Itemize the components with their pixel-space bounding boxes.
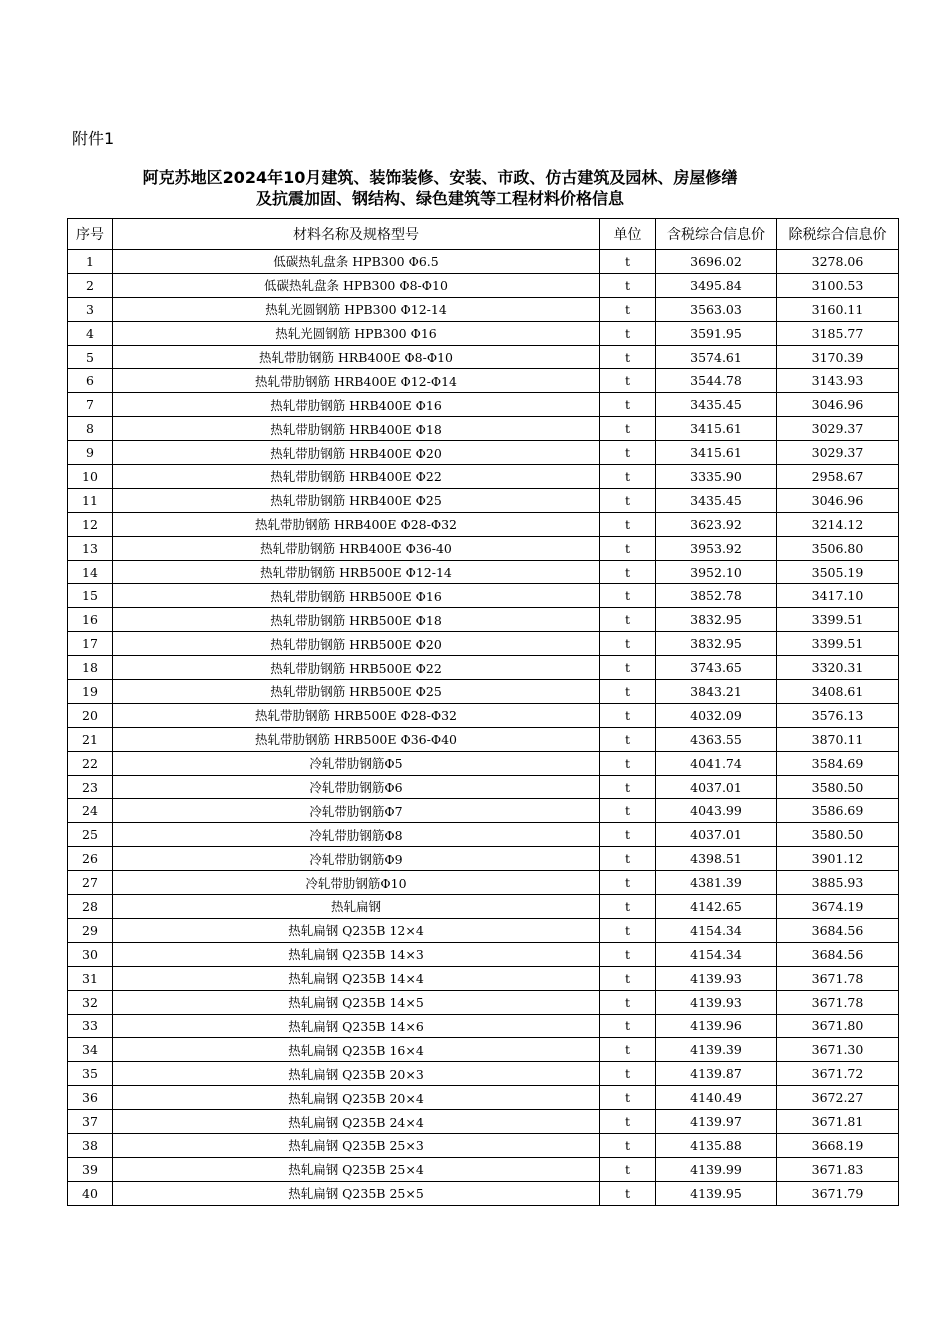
cell-index: 6 — [68, 369, 113, 393]
cell-price-with-tax: 4398.51 — [656, 847, 777, 871]
cell-price-with-tax: 4154.34 — [656, 942, 777, 966]
cell-material-name: 热轧光圆钢筋 HPB300 Φ12-14 — [113, 297, 600, 321]
cell-price-with-tax: 3591.95 — [656, 321, 777, 345]
cell-material-name: 热轧扁钢 Q235B 24×4 — [113, 1110, 600, 1134]
cell-unit: t — [600, 441, 656, 465]
cell-unit: t — [600, 297, 656, 321]
cell-price-without-tax: 3671.30 — [777, 1038, 899, 1062]
cell-unit: t — [600, 799, 656, 823]
cell-unit: t — [600, 1038, 656, 1062]
table-row — [68, 417, 899, 441]
cell-material-name: 热轧扁钢 Q235B 14×6 — [113, 1014, 600, 1038]
cell-index: 34 — [68, 1038, 113, 1062]
table-row — [68, 512, 899, 536]
cell-price-without-tax: 3671.81 — [777, 1110, 899, 1134]
cell-index: 15 — [68, 584, 113, 608]
cell-material-name: 热轧带肋钢筋 HRB500E Φ36-Φ40 — [113, 727, 600, 751]
cell-index: 27 — [68, 871, 113, 895]
cell-price-without-tax: 3170.39 — [777, 345, 899, 369]
table-row — [68, 751, 899, 775]
cell-index: 37 — [68, 1110, 113, 1134]
cell-material-name: 低碳热轧盘条 HPB300 Φ8-Φ10 — [113, 273, 600, 297]
cell-price-with-tax: 4041.74 — [656, 751, 777, 775]
cell-index: 39 — [68, 1157, 113, 1181]
cell-unit: t — [600, 536, 656, 560]
cell-price-without-tax: 3408.61 — [777, 680, 899, 704]
cell-material-name: 冷轧带肋钢筋Φ9 — [113, 847, 600, 871]
cell-price-without-tax: 3674.19 — [777, 895, 899, 919]
cell-index: 18 — [68, 656, 113, 680]
cell-material-name: 热轧扁钢 Q235B 25×3 — [113, 1133, 600, 1157]
table-row — [68, 680, 899, 704]
cell-material-name: 热轧带肋钢筋 HRB500E Φ18 — [113, 608, 600, 632]
cell-material-name: 热轧扁钢 Q235B 16×4 — [113, 1038, 600, 1062]
cell-price-with-tax: 3953.92 — [656, 536, 777, 560]
cell-index: 12 — [68, 512, 113, 536]
cell-material-name: 热轧扁钢 Q235B 25×4 — [113, 1157, 600, 1181]
cell-material-name: 热轧带肋钢筋 HRB400E Φ20 — [113, 441, 600, 465]
cell-index: 16 — [68, 608, 113, 632]
cell-material-name: 热轧带肋钢筋 HRB500E Φ25 — [113, 680, 600, 704]
cell-unit: t — [600, 895, 656, 919]
table-row — [68, 823, 899, 847]
cell-price-with-tax: 4363.55 — [656, 727, 777, 751]
cell-unit: t — [600, 1110, 656, 1134]
cell-index: 26 — [68, 847, 113, 871]
cell-price-with-tax: 4139.99 — [656, 1157, 777, 1181]
cell-unit: t — [600, 703, 656, 727]
cell-unit: t — [600, 1014, 656, 1038]
cell-material-name: 冷轧带肋钢筋Φ8 — [113, 823, 600, 847]
cell-price-with-tax: 4154.34 — [656, 918, 777, 942]
cell-material-name: 热轧扁钢 Q235B 20×3 — [113, 1062, 600, 1086]
cell-price-without-tax: 3672.27 — [777, 1086, 899, 1110]
cell-price-without-tax: 3029.37 — [777, 441, 899, 465]
cell-price-with-tax: 4142.65 — [656, 895, 777, 919]
cell-price-without-tax: 3185.77 — [777, 321, 899, 345]
cell-price-without-tax: 3100.53 — [777, 273, 899, 297]
cell-price-with-tax: 3563.03 — [656, 297, 777, 321]
cell-unit: t — [600, 966, 656, 990]
cell-index: 25 — [68, 823, 113, 847]
cell-index: 30 — [68, 942, 113, 966]
cell-index: 36 — [68, 1086, 113, 1110]
cell-price-with-tax: 4139.39 — [656, 1038, 777, 1062]
table-header-row — [68, 219, 899, 250]
table-row — [68, 1110, 899, 1134]
cell-price-with-tax: 3415.61 — [656, 417, 777, 441]
cell-price-with-tax: 3574.61 — [656, 345, 777, 369]
cell-index: 1 — [68, 250, 113, 274]
cell-index: 21 — [68, 727, 113, 751]
cell-price-without-tax: 3671.83 — [777, 1157, 899, 1181]
cell-unit: t — [600, 1086, 656, 1110]
cell-price-without-tax: 3505.19 — [777, 560, 899, 584]
table-row — [68, 441, 899, 465]
cell-unit: t — [600, 918, 656, 942]
cell-price-without-tax: 3029.37 — [777, 417, 899, 441]
cell-price-without-tax: 3580.50 — [777, 823, 899, 847]
cell-material-name: 热轧扁钢 Q235B 12×4 — [113, 918, 600, 942]
cell-material-name: 热轧带肋钢筋 HRB500E Φ22 — [113, 656, 600, 680]
table-row — [68, 1062, 899, 1086]
table-row — [68, 536, 899, 560]
cell-price-with-tax: 4037.01 — [656, 823, 777, 847]
cell-material-name: 热轧带肋钢筋 HRB400E Φ8-Φ10 — [113, 345, 600, 369]
cell-unit: t — [600, 775, 656, 799]
cell-price-with-tax: 4037.01 — [656, 775, 777, 799]
cell-price-with-tax: 4139.93 — [656, 990, 777, 1014]
cell-price-with-tax: 4139.87 — [656, 1062, 777, 1086]
document-title-line-1: 阿克苏地区2024年10月建筑、装饰装修、安装、市政、仿古建筑及园林、房屋修缮 — [142, 168, 738, 187]
cell-price-with-tax: 4043.99 — [656, 799, 777, 823]
table-row — [68, 321, 899, 345]
cell-index: 4 — [68, 321, 113, 345]
cell-unit: t — [600, 751, 656, 775]
cell-price-without-tax: 3320.31 — [777, 656, 899, 680]
table-row — [68, 369, 899, 393]
cell-price-with-tax: 3843.21 — [656, 680, 777, 704]
cell-material-name: 热轧扁钢 Q235B 20×4 — [113, 1086, 600, 1110]
cell-unit: t — [600, 1181, 656, 1205]
cell-price-without-tax: 3671.72 — [777, 1062, 899, 1086]
cell-price-with-tax: 4139.97 — [656, 1110, 777, 1134]
cell-index: 2 — [68, 273, 113, 297]
cell-material-name: 热轧带肋钢筋 HRB400E Φ28-Φ32 — [113, 512, 600, 536]
cell-price-without-tax: 3143.93 — [777, 369, 899, 393]
cell-material-name: 热轧带肋钢筋 HRB400E Φ25 — [113, 488, 600, 512]
cell-unit: t — [600, 321, 656, 345]
table-body — [68, 250, 899, 1206]
cell-material-name: 热轧带肋钢筋 HRB400E Φ36-40 — [113, 536, 600, 560]
cell-price-with-tax: 3335.90 — [656, 465, 777, 489]
cell-price-without-tax: 3586.69 — [777, 799, 899, 823]
cell-price-without-tax: 3584.69 — [777, 751, 899, 775]
cell-index: 3 — [68, 297, 113, 321]
cell-index: 7 — [68, 393, 113, 417]
cell-index: 8 — [68, 417, 113, 441]
cell-price-with-tax: 4032.09 — [656, 703, 777, 727]
cell-price-without-tax: 3399.51 — [777, 608, 899, 632]
cell-index: 38 — [68, 1133, 113, 1157]
cell-index: 29 — [68, 918, 113, 942]
cell-price-with-tax: 3435.45 — [656, 393, 777, 417]
cell-material-name: 热轧扁钢 Q235B 14×5 — [113, 990, 600, 1014]
cell-price-with-tax: 3544.78 — [656, 369, 777, 393]
cell-index: 11 — [68, 488, 113, 512]
cell-price-without-tax: 3576.13 — [777, 703, 899, 727]
cell-index: 23 — [68, 775, 113, 799]
cell-unit: t — [600, 393, 656, 417]
table-row — [68, 1038, 899, 1062]
cell-price-without-tax: 3214.12 — [777, 512, 899, 536]
header-price-with-tax: 含税综合信息价 — [656, 219, 777, 250]
cell-price-without-tax: 3885.93 — [777, 871, 899, 895]
cell-unit: t — [600, 1133, 656, 1157]
cell-material-name: 冷轧带肋钢筋Φ6 — [113, 775, 600, 799]
cell-material-name: 冷轧带肋钢筋Φ7 — [113, 799, 600, 823]
table-row — [68, 727, 899, 751]
cell-price-with-tax: 3435.45 — [656, 488, 777, 512]
cell-index: 35 — [68, 1062, 113, 1086]
cell-index: 5 — [68, 345, 113, 369]
cell-index: 20 — [68, 703, 113, 727]
cell-index: 14 — [68, 560, 113, 584]
header-unit: 单位 — [600, 219, 656, 250]
table-row — [68, 345, 899, 369]
cell-material-name: 热轧扁钢 — [113, 895, 600, 919]
cell-material-name: 热轧扁钢 Q235B 14×3 — [113, 942, 600, 966]
table-row — [68, 847, 899, 871]
table-row — [68, 656, 899, 680]
cell-material-name: 热轧带肋钢筋 HRB500E Φ28-Φ32 — [113, 703, 600, 727]
table-row — [68, 393, 899, 417]
cell-material-name: 热轧带肋钢筋 HRB400E Φ22 — [113, 465, 600, 489]
table-row — [68, 775, 899, 799]
cell-unit: t — [600, 871, 656, 895]
table-row — [68, 632, 899, 656]
cell-material-name: 冷轧带肋钢筋Φ5 — [113, 751, 600, 775]
table-row — [68, 1181, 899, 1205]
table-row — [68, 990, 899, 1014]
cell-material-name: 冷轧带肋钢筋Φ10 — [113, 871, 600, 895]
cell-unit: t — [600, 942, 656, 966]
cell-price-with-tax: 4140.49 — [656, 1086, 777, 1110]
cell-index: 32 — [68, 990, 113, 1014]
cell-price-with-tax: 3832.95 — [656, 632, 777, 656]
table-row — [68, 1014, 899, 1038]
cell-price-with-tax: 4381.39 — [656, 871, 777, 895]
cell-index: 40 — [68, 1181, 113, 1205]
cell-index: 33 — [68, 1014, 113, 1038]
cell-price-with-tax: 4139.95 — [656, 1181, 777, 1205]
cell-unit: t — [600, 727, 656, 751]
cell-price-without-tax: 3160.11 — [777, 297, 899, 321]
table-row — [68, 608, 899, 632]
cell-unit: t — [600, 273, 656, 297]
table-row — [68, 560, 899, 584]
table-row — [68, 1086, 899, 1110]
cell-unit: t — [600, 608, 656, 632]
cell-price-without-tax: 3684.56 — [777, 918, 899, 942]
cell-price-without-tax: 3417.10 — [777, 584, 899, 608]
cell-unit: t — [600, 465, 656, 489]
table-row — [68, 1157, 899, 1181]
cell-price-with-tax: 3696.02 — [656, 250, 777, 274]
cell-price-without-tax: 3278.06 — [777, 250, 899, 274]
cell-index: 19 — [68, 680, 113, 704]
cell-price-without-tax: 3399.51 — [777, 632, 899, 656]
cell-price-without-tax: 3046.96 — [777, 393, 899, 417]
cell-index: 28 — [68, 895, 113, 919]
cell-material-name: 热轧带肋钢筋 HRB400E Φ16 — [113, 393, 600, 417]
cell-price-with-tax: 3495.84 — [656, 273, 777, 297]
cell-material-name: 热轧扁钢 Q235B 25×5 — [113, 1181, 600, 1205]
table-row — [68, 1133, 899, 1157]
table-row — [68, 250, 899, 274]
header-index: 序号 — [68, 219, 113, 250]
cell-price-without-tax: 3668.19 — [777, 1133, 899, 1157]
cell-unit: t — [600, 680, 656, 704]
table-row — [68, 273, 899, 297]
cell-price-without-tax: 3901.12 — [777, 847, 899, 871]
cell-price-with-tax: 4139.93 — [656, 966, 777, 990]
document-title-line-2: 及抗震加固、钢结构、绿色建筑等工程材料价格信息 — [255, 189, 624, 208]
cell-unit: t — [600, 632, 656, 656]
table-row — [68, 465, 899, 489]
cell-index: 13 — [68, 536, 113, 560]
cell-unit: t — [600, 1062, 656, 1086]
cell-price-without-tax: 3684.56 — [777, 942, 899, 966]
cell-index: 10 — [68, 465, 113, 489]
cell-index: 17 — [68, 632, 113, 656]
cell-price-without-tax: 3671.79 — [777, 1181, 899, 1205]
cell-index: 22 — [68, 751, 113, 775]
cell-price-with-tax: 3743.65 — [656, 656, 777, 680]
cell-price-with-tax: 3623.92 — [656, 512, 777, 536]
cell-unit: t — [600, 250, 656, 274]
cell-material-name: 热轧带肋钢筋 HRB400E Φ18 — [113, 417, 600, 441]
cell-index: 24 — [68, 799, 113, 823]
cell-material-name: 低碳热轧盘条 HPB300 Φ6.5 — [113, 250, 600, 274]
cell-material-name: 热轧带肋钢筋 HRB500E Φ20 — [113, 632, 600, 656]
cell-unit: t — [600, 345, 656, 369]
cell-unit: t — [600, 560, 656, 584]
header-price-without-tax: 除税综合信息价 — [777, 219, 899, 250]
cell-unit: t — [600, 417, 656, 441]
cell-price-without-tax: 3506.80 — [777, 536, 899, 560]
cell-unit: t — [600, 512, 656, 536]
cell-unit: t — [600, 488, 656, 512]
table-row — [68, 488, 899, 512]
attachment-label: 附件1 — [72, 129, 115, 148]
cell-price-with-tax: 4135.88 — [656, 1133, 777, 1157]
cell-material-name: 热轧光圆钢筋 HPB300 Φ16 — [113, 321, 600, 345]
cell-price-without-tax: 3870.11 — [777, 727, 899, 751]
cell-price-without-tax: 3580.50 — [777, 775, 899, 799]
table-row — [68, 799, 899, 823]
cell-unit: t — [600, 823, 656, 847]
cell-price-without-tax: 2958.67 — [777, 465, 899, 489]
cell-unit: t — [600, 656, 656, 680]
table-row — [68, 895, 899, 919]
table-row — [68, 966, 899, 990]
cell-price-with-tax: 3952.10 — [656, 560, 777, 584]
cell-price-without-tax: 3046.96 — [777, 488, 899, 512]
cell-price-with-tax: 3415.61 — [656, 441, 777, 465]
cell-price-without-tax: 3671.80 — [777, 1014, 899, 1038]
cell-price-without-tax: 3671.78 — [777, 966, 899, 990]
cell-index: 9 — [68, 441, 113, 465]
table-row — [68, 703, 899, 727]
cell-material-name: 热轧扁钢 Q235B 14×4 — [113, 966, 600, 990]
table-row — [68, 871, 899, 895]
table-row — [68, 918, 899, 942]
cell-price-without-tax: 3671.78 — [777, 990, 899, 1014]
cell-unit: t — [600, 584, 656, 608]
cell-price-with-tax: 3832.95 — [656, 608, 777, 632]
table-row — [68, 297, 899, 321]
cell-material-name: 热轧带肋钢筋 HRB500E Φ12-14 — [113, 560, 600, 584]
cell-unit: t — [600, 1157, 656, 1181]
header-material-name: 材料名称及规格型号 — [113, 219, 600, 250]
cell-material-name: 热轧带肋钢筋 HRB500E Φ16 — [113, 584, 600, 608]
cell-unit: t — [600, 990, 656, 1014]
table-row — [68, 942, 899, 966]
price-table — [67, 218, 899, 1206]
cell-unit: t — [600, 369, 656, 393]
cell-index: 31 — [68, 966, 113, 990]
cell-price-with-tax: 3852.78 — [656, 584, 777, 608]
cell-price-with-tax: 4139.96 — [656, 1014, 777, 1038]
cell-unit: t — [600, 847, 656, 871]
cell-material-name: 热轧带肋钢筋 HRB400E Φ12-Φ14 — [113, 369, 600, 393]
table-row — [68, 584, 899, 608]
